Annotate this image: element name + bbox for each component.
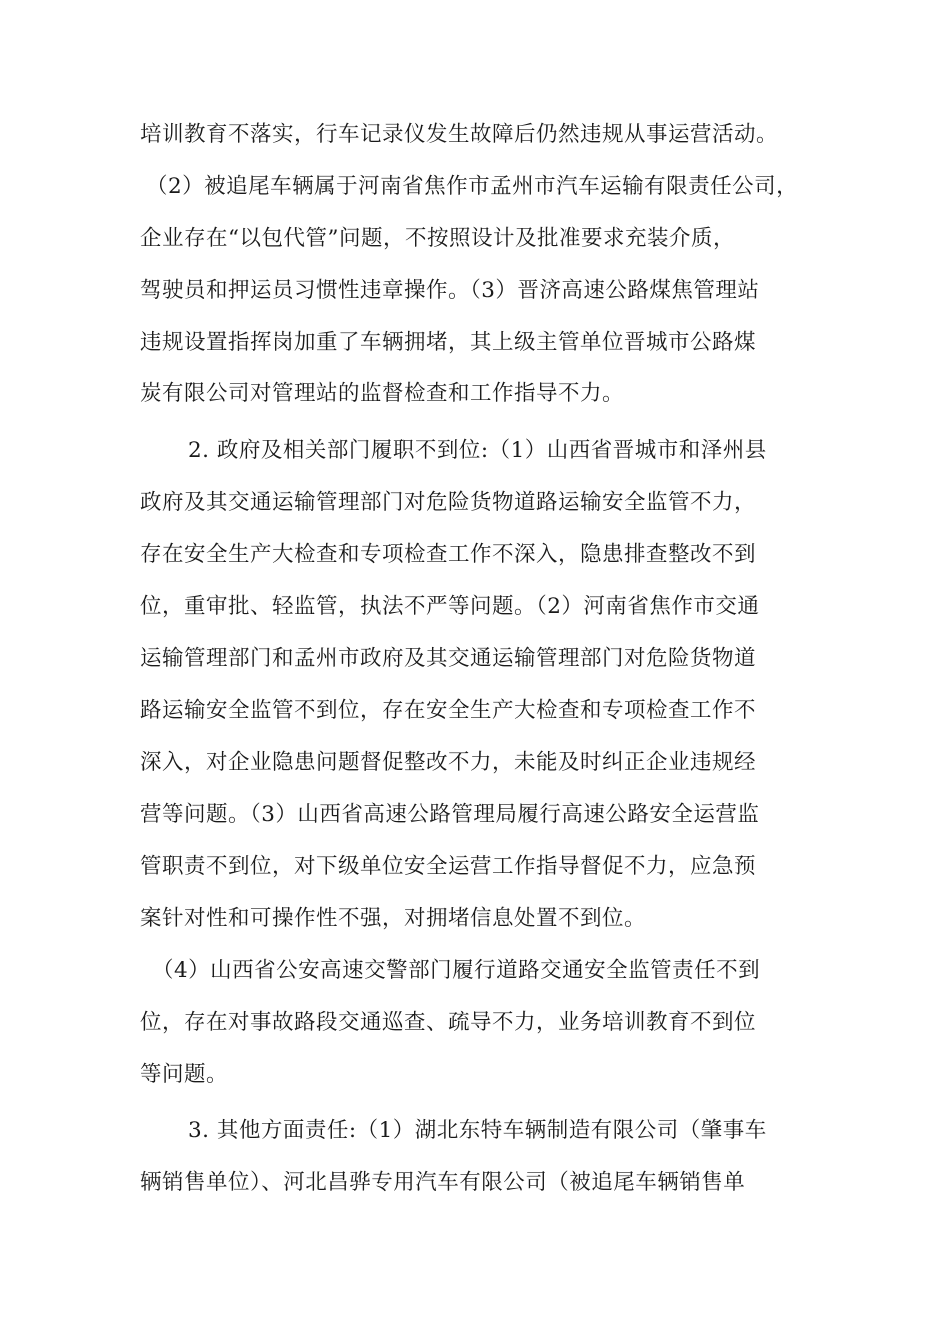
- text-line: 企业存在“以包代管”问题，不按照设计及批准要求充装介质，: [140, 226, 735, 251]
- text-line: 营等问题。（3）山西省高速公路管理局履行高速公路安全运营监: [140, 802, 760, 827]
- text-line: 位，存在对事故路段交通巡查、疏导不力，业务培训教育不到位: [140, 1010, 757, 1035]
- text-line: 政府及其交通运输管理部门对危险货物道路运输安全监管不力，: [140, 490, 757, 515]
- text-line: 位，重审批、轻监管，执法不严等问题。（2）河南省焦作市交通: [140, 594, 760, 619]
- text-line: 等问题。: [140, 1062, 229, 1087]
- text-line: （2）被追尾车辆属于河南省焦作市孟州市汽车运输有限责任公司，: [146, 174, 799, 199]
- text-line: 辆销售单位）、河北昌骅专用汽车有限公司（被追尾车辆销售单: [140, 1170, 746, 1195]
- text-line: 3. 其他方面责任:（1）湖北东特车辆制造有限公司（肇事车: [188, 1118, 767, 1143]
- text-line: 存在安全生产大检查和专项检查工作不深入，隐患排查整改不到: [140, 542, 757, 567]
- text-line: 炭有限公司对管理站的监督检查和工作指导不力。: [140, 381, 625, 406]
- text-line: 驾驶员和押运员习惯性违章操作。（3）晋济高速公路煤焦管理站: [140, 278, 760, 303]
- text-line: 运输管理部门和孟州市政府及其交通运输管理部门对危险货物道: [140, 646, 757, 671]
- text-line: （4）山西省公安高速交警部门履行道路交通安全监管责任不到: [152, 958, 761, 983]
- text-line: 违规设置指挥岗加重了车辆拥堵，其上级主管单位晋城市公路煤: [140, 330, 757, 355]
- text-line: 深入，对企业隐患问题督促整改不力，未能及时纠正企业违规经: [140, 750, 757, 775]
- text-line: 培训教育不落实，行车记录仪发生故障后仍然违规从事运营活动。: [140, 122, 779, 147]
- text-line: 管职责不到位，对下级单位安全运营工作指导督促不力，应急预: [140, 854, 757, 879]
- text-line: 路运输安全监管不到位，存在安全生产大检查和专项检查工作不: [140, 698, 757, 723]
- text-line: 案针对性和可操作性不强，对拥堵信息处置不到位。: [140, 906, 647, 931]
- text-line: 2. 政府及相关部门履职不到位:（1）山西省晋城市和泽州县: [188, 438, 767, 463]
